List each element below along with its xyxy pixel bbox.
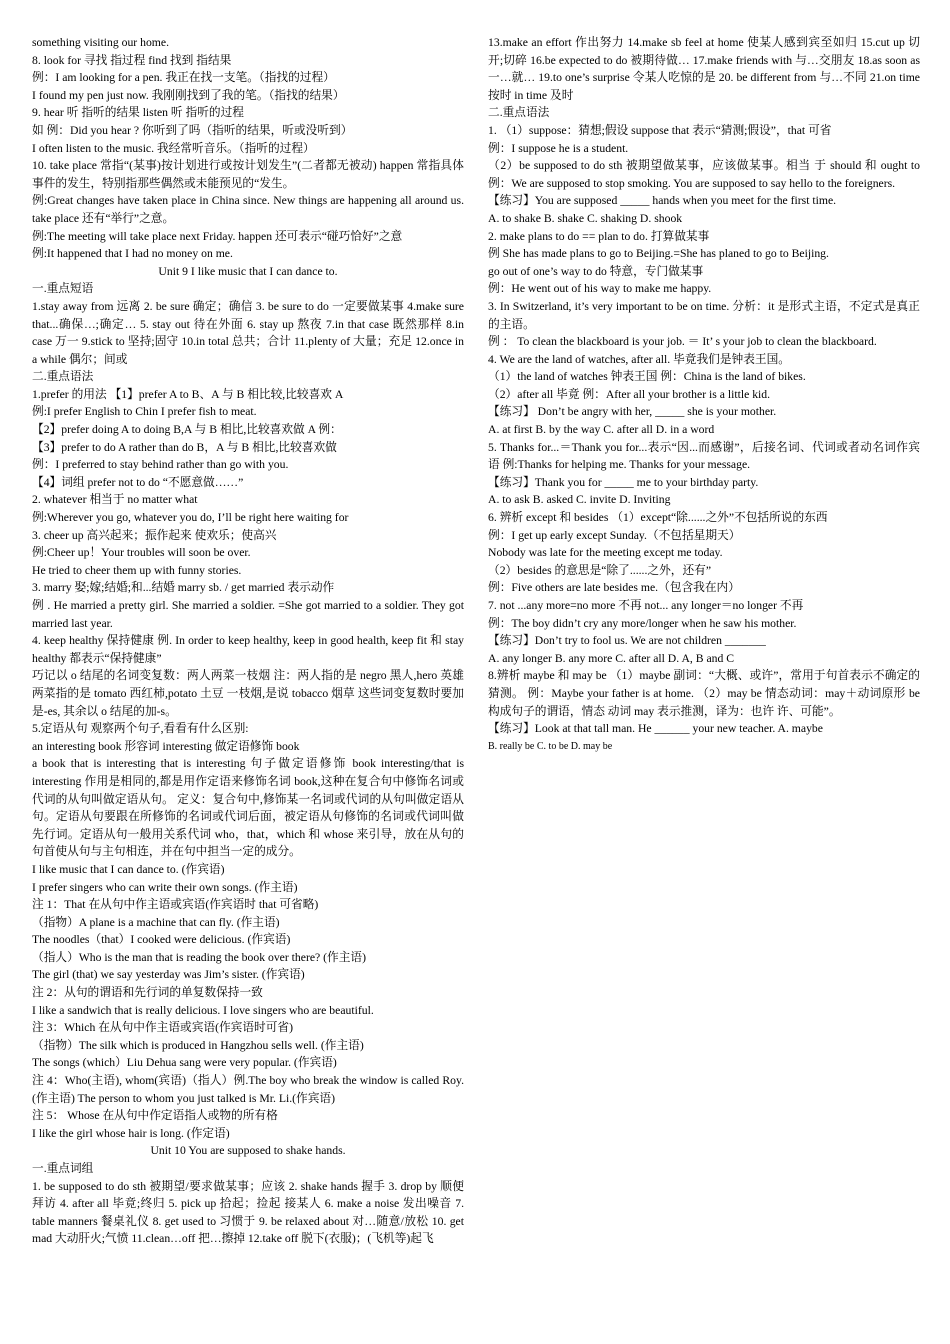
text-line: 一.重点短语 [32,282,94,296]
left-column [32,34,464,1324]
text-line: 例 . He married a pretty girl. She married a soldier. =She got married to a soldier. They got married last year. [32,599,464,630]
text-line: 例：I get up early except Sunday.（不包括星期天） [488,528,741,542]
text-line: 例:It happened that I had no money on me. [32,247,233,261]
text-line: 例：I preferred to stay behind rather than go with you. [32,458,289,472]
text-line: 例:Wherever you go, whatever you do, I’ll be right here waiting for [32,511,349,525]
text-line: I like the girl whose hair is long. (作定语) [32,1126,230,1140]
text-line: 2. make plans to do == plan to do. 打算做某事 [488,229,710,243]
text-line: The girl (that) we say yesterday was Jim’s sister. (作宾语) [32,968,305,982]
text-line: 【练习】Don’t try to fool us. We are not children _______ [488,634,766,648]
text-line: 【3】prefer to do A rather than do B，A 与 B 相比,比较喜欢做 [32,440,337,454]
text-line: The songs (which）Liu Dehua sang were very popular. (作宾语) [32,1056,337,1070]
text-line: I found my pen just now. 我刚刚找到了我的笔。（指找的结果） [32,88,345,102]
text-line: （指物）The silk which is produced in Hangzhou sells well. (作主语) [32,1038,364,1052]
text-line: （2）be supposed to do sth 被期望做某事，应该做某事。相当 于 should 和 ought to 例：We are supposed to stop smoking. You are supposed to say hello to the foreigners. [488,159,920,190]
text-line: 【练习】You are supposed _____ hands when you meet for the first time. [488,194,837,208]
text-line: A. at first B. by the way C. after all D. in a word [488,423,715,437]
text-line: I like a sandwich that is really delicious. I love singers who are beautiful. [32,1003,374,1017]
text-line: （1）the land of watches 钟表王国 例：China is the land of bikes. [488,370,806,384]
text-line: 例：He went out of his way to make me happy. [488,282,712,296]
text-line: The noodles（that）I cooked were delicious. (作宾语) [32,933,291,947]
text-line: 【练习】Thank you for _____ me to your birthday party. [488,475,759,489]
text-line: 注 1：That 在从句中作主语或宾语(作宾语时 that 可省略) [32,898,319,912]
text-line: A. to ask B. asked C. invite D. Inviting [488,493,671,507]
text-line: 5.定语从句 观察两个句子,看看有什么区别: [32,722,249,736]
text-line: 1.prefer 的用法 【1】prefer A to B、A 与 B 相比较,比较喜欢 A [32,387,344,401]
text-line: 注 4：Who(主语), whom(宾语)（指人）例.The boy who break the window is called Roy. (作主语) The person to whom you just talked is Mr. Li.(作宾语) [32,1074,464,1105]
text-line: 5. Thanks for...＝Thank you for...表示“因...而感谢”，后接名词、代词或者动名词作宾语 例:Thanks for helping me. Thanks for your message. [488,440,920,472]
text-line: 注 3：Which 在从句中作主语或宾语(作宾语时可省) [32,1021,294,1035]
text-line: A. to shake B. shake C. shaking D. shook [488,211,683,225]
text-line: 4. We are the land of watches, after all. 毕竟我们是钟表王国。 [488,352,790,366]
text-line: 例：The boy didn’t cry any more/longer when he saw his mother. [488,616,797,630]
right-column [488,34,920,1324]
text-line: 注 5： Whose 在从句中作定语指人或物的所有格 [32,1109,278,1123]
text-line: 10. take place 常指“(某事)按计划进行或按计划发生”(二者都无被动) happen 常指具体事件的发生，特别指那些偶然或未能预见的“发生。 [32,159,464,190]
text-line: 例：I am looking for a pen. 我正在找一支笔。（指找的过程） [32,71,335,85]
text-line: 如 例：Did you hear ? 你听到了吗（指听的结果，听或没听到） [32,123,353,137]
text-line: 二.重点语法 [32,370,94,384]
text-line: a book that is interesting that is interesting 句子做定语修饰 book interesting/that is interesting 作用是相同的,都是用作定语来修饰名词 book,这种在复合句中修饰名词或代词的从句叫做定语从句。 定义：复合句中,修饰某一名词或代词的从句叫做定语从句。定语从句要跟在所修饰的名词或代词后面，被定语从句修饰的名词或代词叫做先行词。定语从句一般用关系代词 who，that，which 和 whose 来引导，放在从句的句首使从句与主句相连，并在句中担当一定的成分。 [32,757,464,859]
text-line: 3. marry 娶;嫁;结婚;和...结婚 marry sb. / get married 表示动作 [32,581,335,595]
text-line: 3. In Switzerland, it’s very important to be on time. 分析：it 是形式主语，不定式是真正的主语。 [488,299,920,331]
text-line: 8. look for 寻找 指过程 find 找到 指结果 [32,53,232,67]
text-line: 【练习】Look at that tall man. He ______ your new teacher. A. maybe [488,722,823,736]
unit-heading: Unit 9 I like music that I can dance to. [158,264,338,278]
text-line: 例:The meeting will take place next Friday. happen 还可表示“碰巧恰好”之意 [32,229,403,243]
text-line: 例:I prefer English to Chin I prefer fish to meat. [32,405,257,419]
text-line: 例 ： To clean the blackboard is your job. ＝ It’ s your job to clean the blackboard. [488,335,877,349]
text-line: 2. whatever 相当于 no matter what [32,493,198,507]
text-line: 1. be supposed to do sth 被期望/要求做某事；应该 2. shake hands 握手 3. drop by 顺便拜访 4. after all 毕竟;终归 5. pick up 拾起；捡起 接某人 6. make a noise 发出噪音 7. table manners 餐桌礼仪 8. get used to 习惯于 9. be relaxed about 对…随意/放松 10. get mad 大动肝火;气愤 11.clean…off 把…擦掉 12.take off 脱下(衣服)；(飞机等)起飞 [32,1179,464,1246]
text-line: 1.stay away from 远离 2. be sure 确定；确信 3. be sure to do 一定要做某事 4.make sure that...确保…;确定… 5. stay out 待在外面 6. stay up 熬夜 7.in that case 既然那样 8.in case 万一 9.stick to 坚持;固守 10.in total 总共；合计 11.plenty of 大量；充足 12.once in a while 偶尔；间或 [32,299,464,366]
text-line: （2）besides 的意思是“除了......之外，还有” [488,563,712,577]
text-line: Nobody was late for the meeting except me today. [488,546,723,560]
text-line: 例:Cheer up！Your troubles will soon be over. [32,546,251,560]
answer-options: B. really be C. to be D. may be [488,740,613,752]
text-line: He tried to cheer them up with funny stories. [32,563,242,577]
text-line: 9. hear 听 指听的结果 listen 听 指听的过程 [32,106,244,120]
text-line: （2）after all 毕竟 例：After all your brother is a little kid. [488,387,771,401]
text-line: （指物）A plane is a machine that can fly. (作主语) [32,915,280,929]
text-line: 4. keep healthy 保持健康 例. In order to keep healthy, keep in good health, keep fit 和 stay healthy 都表示“保持健康” [32,634,464,665]
text-line: 【2】prefer doing A to doing B,A 与 B 相比,比较喜欢做 A 例： [32,423,342,437]
text-line: 3. cheer up 高兴起来；振作起来 使欢乐；使高兴 [32,528,277,542]
text-line: 例：I suppose he is a student. [488,141,629,155]
text-line: 例 She has made plans to go to Beijing.=She has planed to go to Beijing. [488,247,829,261]
text-line: I like music that I can dance to. (作宾语) [32,862,225,876]
text-line: 巧记以 o 结尾的名词变复数：两人两菜一枝烟 注：两人指的是 negro 黑人,hero 英雄 两菜指的是 tomato 西红柿,potato 土豆 一枝烟,是说 tobacco 烟草 这些词变复数时要加是-es, 其余以 o 结尾的加-s。 [32,669,464,718]
text-line: A. any longer B. any more C. after all D. A, B and C [488,651,735,665]
text-line: 【练习】 Don’t be angry with her, _____ she is your mother. [488,405,777,419]
text-line: 6. 辨析 except 和 besides （1）except“除......之外”不包括所说的东西 [488,511,828,525]
text-line: something visiting our home. [32,36,169,49]
text-line: go out of one’s way to do 特意，专门做某事 [488,264,704,278]
text-line: 1. （1）suppose：猜想;假设 suppose that 表示“猜测;假设”，that 可省 [488,123,832,137]
text-line: an interesting book 形容词 interesting 做定语修饰 book [32,739,300,753]
text-line: 8.辨析 maybe 和 may be （1）maybe 副词：“大概、或许”，常用于句首表示不确定的猜测。 例：Maybe your father is at home. （2）may be 情态动词：may＋动词原形 be 构成句子的谓语，情态 动词 may 表示推测，译为：也许 许、可能”。 [488,669,920,718]
text-line: 例:Great changes have taken place in China since. New things are happening all around us. take place 还有“举行”之意。 [32,194,464,225]
text-line: 注 2：从句的谓语和先行词的单复数保持一致 [32,986,263,1000]
text-line: 二.重点语法 [488,106,550,120]
text-line: 一.重点词组 [32,1162,94,1175]
unit-heading: Unit 10 You are supposed to shake hands. [150,1144,346,1158]
text-line: 【4】词组 prefer not to do “不愿意做……” [32,475,244,489]
text-line: 7. not ...any more=no more 不再 not... any longer＝no longer 不再 [488,599,804,612]
text-line: I prefer singers who can write their own songs. (作主语) [32,880,298,894]
text-line: 13.make an effort 作出努力 14.make sb feel at home 使某人感到宾至如归 15.cut up 切开;切碎 16.be expected to do 被期待做… 17.make friends with 与…交朋友 18.as soon as 一…就… 19.to one’s surprise 令某人吃惊的是 20. be different from 与…不同 21.on time 按时 in time 及时 [488,36,920,102]
text-line: 例：Five others are late besides me.（包含我在内） [488,581,740,595]
text-line: （指人）Who is the man that is reading the book over there? (作主语) [32,950,366,964]
text-line: I often listen to the music. 我经常听音乐。（指听的过程） [32,141,315,155]
